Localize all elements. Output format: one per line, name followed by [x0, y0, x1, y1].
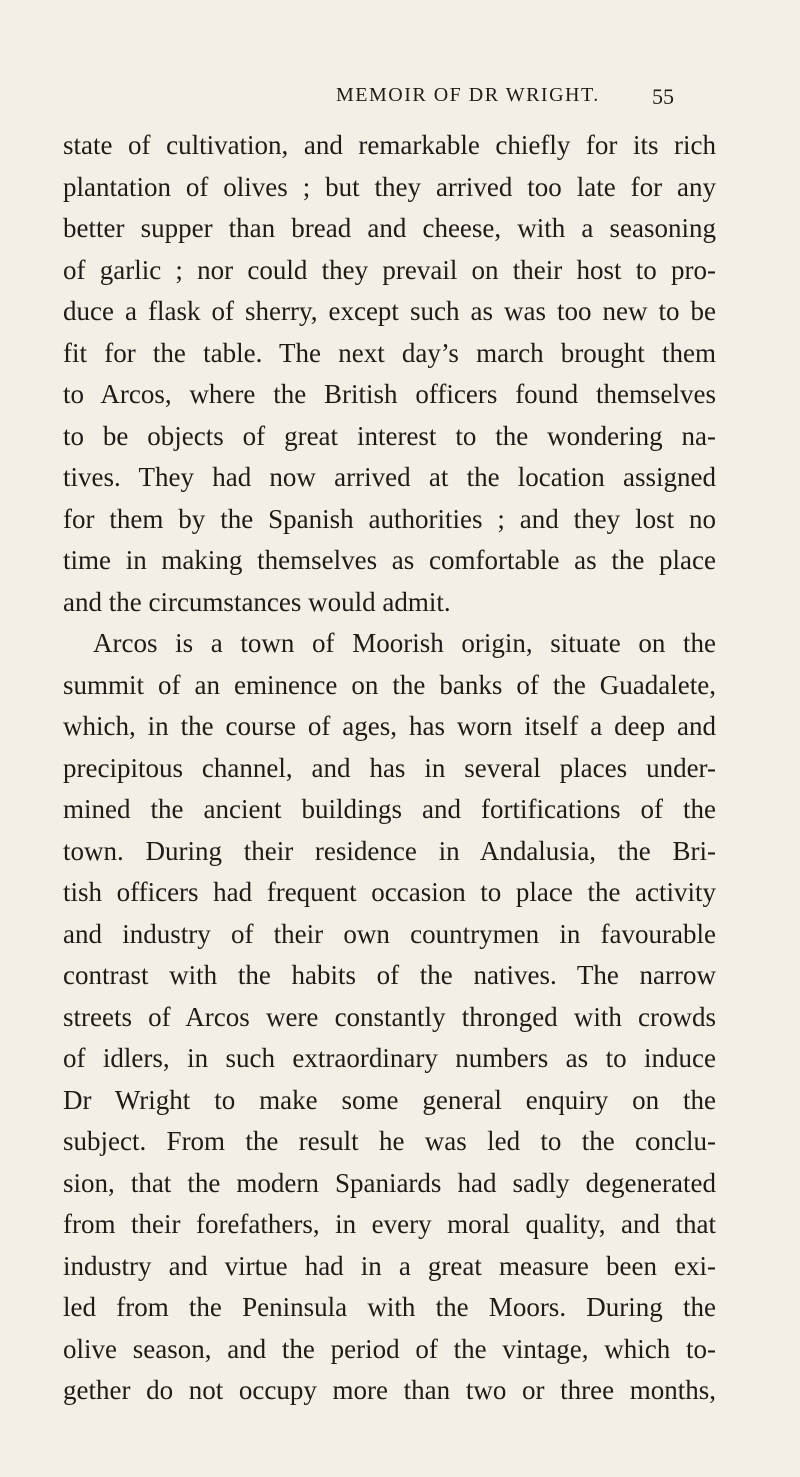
running-title: MEMOIR OF DR WRIGHT. — [336, 84, 600, 106]
text-line: plantation of olives ; but they arrived too late for any — [63, 171, 716, 202]
text-line: tish officers had frequent occasion to place the activity — [63, 877, 716, 907]
text-line: from their forefathers, in every moral quality, and that — [63, 1209, 716, 1239]
text-line: time in making themselves as comfortable as the place — [63, 545, 716, 575]
text-line: streets of Arcos were constantly thronged with crowds — [63, 1001, 716, 1032]
text-line: to Arcos, where the British officers found themselves — [63, 379, 716, 409]
text-line: olive season, and the period of the vintage, which to- — [63, 1333, 716, 1364]
text-line: industry and virtue had in a great measure been exi- — [63, 1250, 716, 1281]
text-line: to be objects of great interest to the wondering na- — [63, 420, 716, 451]
text-line: town. During their residence in Andalusia, the Bri- — [63, 835, 716, 866]
text-line: subject. From the result he was led to the conclu- — [63, 1126, 716, 1156]
text-line: gether do not occupy more than two or three months, — [63, 1375, 716, 1405]
running-head — [0, 84, 800, 112]
text-line: state of cultivation, and remarkable chiefly for its rich — [63, 130, 716, 160]
text-line: sion, that the modern Spaniards had sadly degenerated — [63, 1167, 716, 1198]
text-line: summit of an eminence on the banks of the Guadalete, — [63, 669, 716, 700]
text-line: Dr Wright to make some general enquiry on the — [63, 1084, 716, 1115]
text-line: better supper than bread and cheese, with a seasoning — [63, 213, 716, 243]
text-line: mined the ancient buildings and fortifications of the — [63, 794, 716, 824]
text-line: of garlic ; nor could they prevail on their host to pro- — [63, 254, 716, 285]
paragraph-start-line: Arcos is a town of Moorish origin, situate on the — [93, 628, 716, 658]
text-line: tives. They had now arrived at the location assigned — [63, 462, 716, 492]
text-line: led from the Peninsula with the Moors. During the — [63, 1292, 716, 1322]
text-line: contrast with the habits of the natives. The narrow — [63, 960, 716, 990]
text-line: precipitous channel, and has in several places under- — [63, 752, 716, 783]
page-number: 55 — [652, 84, 674, 109]
text-line: which, in the course of ages, has worn itself a deep and — [63, 711, 716, 741]
text-line: and industry of their own countrymen in favourable — [63, 918, 716, 949]
text-line: of idlers, in such extraordinary numbers as to induce — [63, 1043, 716, 1073]
text-line: for them by the Spanish authorities ; and they lost no — [63, 503, 716, 534]
paragraph-end-line: and the circumstances would admit. — [63, 586, 451, 617]
body-text — [63, 125, 716, 1412]
text-line: duce a flask of sherry, except such as was too new to be — [63, 296, 716, 326]
text-line: fit for the table. The next day’s march brought them — [63, 337, 716, 368]
